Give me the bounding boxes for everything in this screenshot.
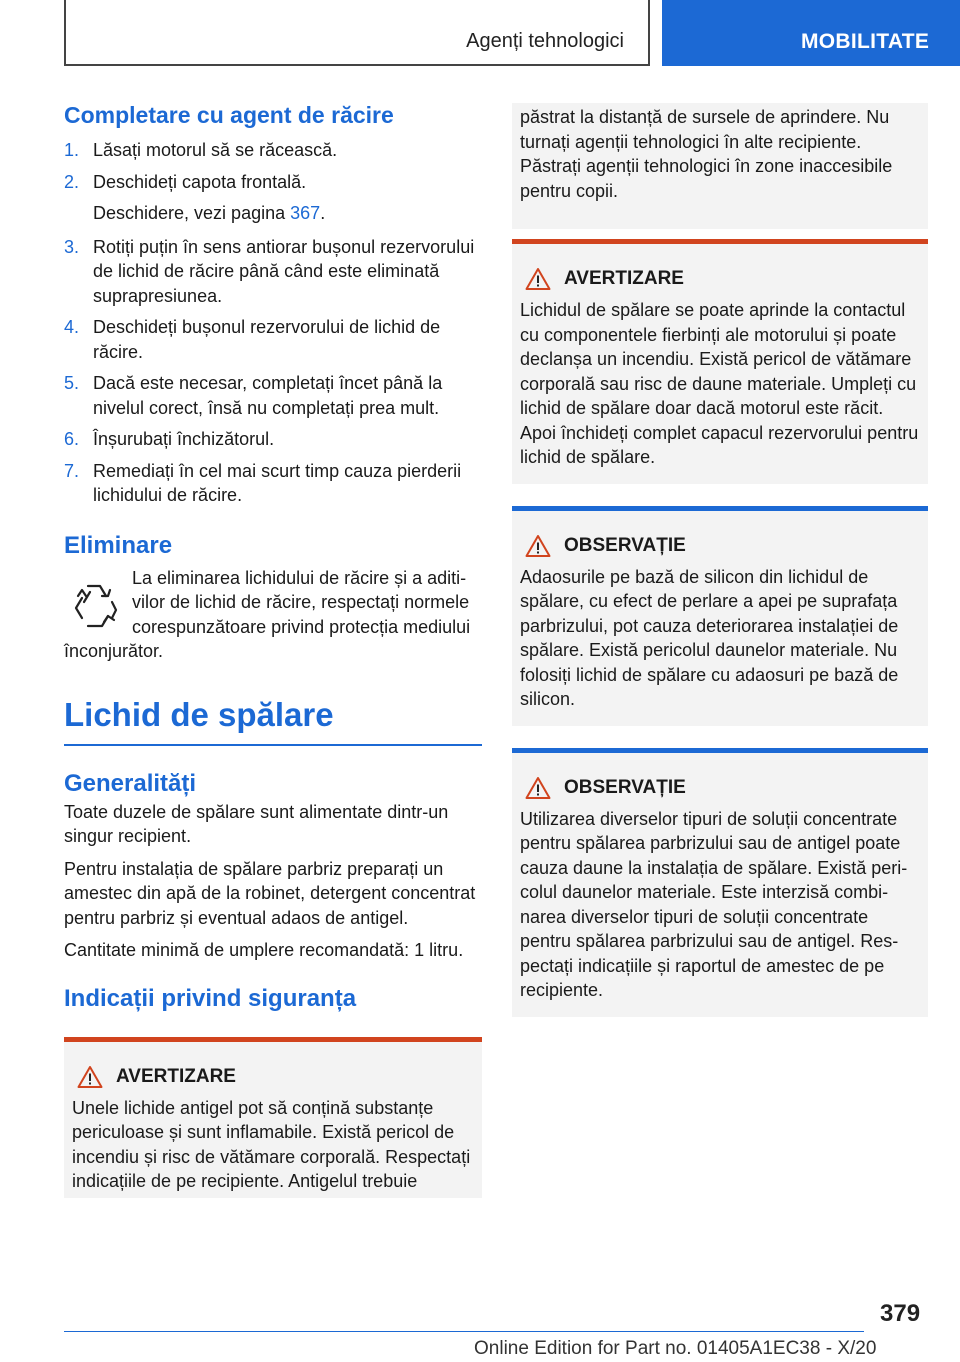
safety-heading: Indicații privind siguranța (64, 984, 357, 1012)
general-paragraph: Toate duzele de spălare sunt alimentate dintr-un singur recipient. (64, 801, 449, 846)
step-text: Lăsați motorul să se răcească. (93, 140, 338, 160)
header-section-title: Agenți tehnologici (466, 30, 624, 52)
step-reference-end: . (320, 203, 326, 223)
warning-triangle-icon (525, 534, 551, 558)
step-text: Deschideți bușonul rezervorului de lichid de răcire. (93, 317, 441, 362)
warning-header (520, 266, 920, 292)
recycling-icon (66, 578, 122, 634)
header-section-box (64, 0, 650, 66)
notice-box (512, 506, 928, 726)
step-number: 5. (64, 373, 80, 393)
step-text: Remediați în cel mai scurt timp cauza pierderii lichidului de răcire. (93, 460, 462, 505)
step-number: 7. (64, 460, 80, 481)
warning-title: AVERTIZARE (564, 268, 684, 289)
step-text: Dacă este necesar, completați încet până la nivelul corect, însă nu completați prea mult. (93, 373, 443, 418)
washer-heading: Lichid de spălare (64, 694, 482, 746)
right-column (512, 103, 928, 1017)
step-item (64, 235, 482, 309)
notice-title: OBSERVAȚIE (564, 776, 686, 798)
notice-header (520, 775, 920, 801)
header-chapter-tab[interactable] (662, 0, 960, 66)
step-number: 2. (64, 171, 80, 192)
warning-triangle-icon (525, 267, 551, 291)
warning-triangle-icon (77, 1065, 103, 1089)
notice-title: OBSERVAȚIE (564, 534, 686, 556)
disposal-text: La eliminarea lichidului de răcire și a aditivilor de lichid de răcire, respectați normele corespunzătoare privind protecția mediului înconjurător. (64, 567, 471, 661)
step-reference-text: Deschidere, vezi pagina (93, 203, 286, 223)
coolant-heading: Completare cu agent de răcire (64, 102, 394, 128)
notice-text: Adaosurile pe bază de silicon din lichidul de spălare, cu efect de perlare a apei pe suprafața parbrizului, pot cauza deteriorarea instalației de spălare. Există pericolul daunelor materiale. Nu folosiți lichid de spălare cu adaosuri pe bază de silicon. (520, 566, 899, 709)
notice-header (520, 533, 920, 559)
warning-box (64, 1037, 482, 1198)
step-number: 4. (64, 317, 80, 337)
notice-box (512, 748, 928, 1017)
step-text: Rotiți puțin în sens antiorar bușonul rezervorului de lichid de răcire până când este eliminată suprapresiunea. (93, 236, 475, 306)
step-number: 3. (64, 236, 80, 257)
coolant-steps (64, 138, 482, 508)
warning-continuation: păstrat la distanță de sursele de aprindere. Nu turnați agenții tehnologici în alte recipiente. Păstrați agenții tehnologici în zone inaccesibile pentru copii. (512, 103, 928, 229)
footer-rule (64, 1331, 864, 1332)
step-text: Înșurubați închizătorul. (93, 429, 275, 449)
footer-edition: Online Edition for Part no. 01405A1EC38 - X/20 (474, 1338, 877, 1359)
warning-title: AVERTIZARE (116, 1065, 236, 1087)
step-item (64, 315, 482, 364)
general-paragraph: Pentru instalația de spălare parbriz preparați un amestec din apă de la robinet, detergent concentrat pentru parbriz și eventual adaos de antigel. (64, 858, 476, 928)
notice-text: Utilizarea diverselor tipuri de soluții concentrate pentru spălarea parbrizului sau de antigel poate cauza daune la instalația de spălare. Există pericolul daunelor materiale. Este interzisă combinarea diverselor tipuri de soluții concentrate pentru spălarea parbrizului sau de antigel. Respectați indicațiile și raportul de amestec de pe recipiente. (520, 808, 908, 1000)
page-link[interactable]: 367 (290, 203, 321, 223)
left-column (64, 100, 482, 1198)
warning-triangle-icon (525, 776, 551, 800)
step-number: 6. (64, 429, 80, 449)
step-number: 1. (64, 140, 80, 160)
disposal-heading: Eliminare (64, 531, 173, 559)
general-heading: Generalități (64, 769, 197, 797)
step-item (64, 138, 482, 163)
warning-box (512, 239, 928, 484)
warning-text: Lichidul de spălare se poate aprinde la contactul cu componentele fierbinți ale motorului și poate declanșa un incendiu. Există pericol de vătămare corporală sau risc de daune materiale. Umpleți cu lichid de spălare doar dacă motorul este răcit. Apoi închideți complet capacul rezervorului pentru lichid de spălare. (520, 300, 919, 467)
page-number: 379 (880, 1300, 921, 1327)
warning-text: Unele lichide antigel pot să conțină substanțe periculoase și sunt inflamabile. Există pericol de incendiu și risc de vătămare corporală. Respectați indicațiile de pe recipiente. Antigelul trebuie (72, 1097, 471, 1191)
step-item (64, 170, 482, 195)
step-item (64, 427, 482, 452)
step-item (64, 459, 482, 508)
warning-header (72, 1064, 474, 1090)
step-item (64, 371, 482, 420)
general-paragraph: Cantitate minimă de umplere recomandată: 1 litru. (64, 940, 464, 960)
step-text: Deschideți capota frontală. (93, 171, 307, 192)
step-reference (93, 201, 482, 226)
header-chapter-label: MOBILITATE (801, 30, 930, 53)
disposal-block (64, 566, 482, 664)
